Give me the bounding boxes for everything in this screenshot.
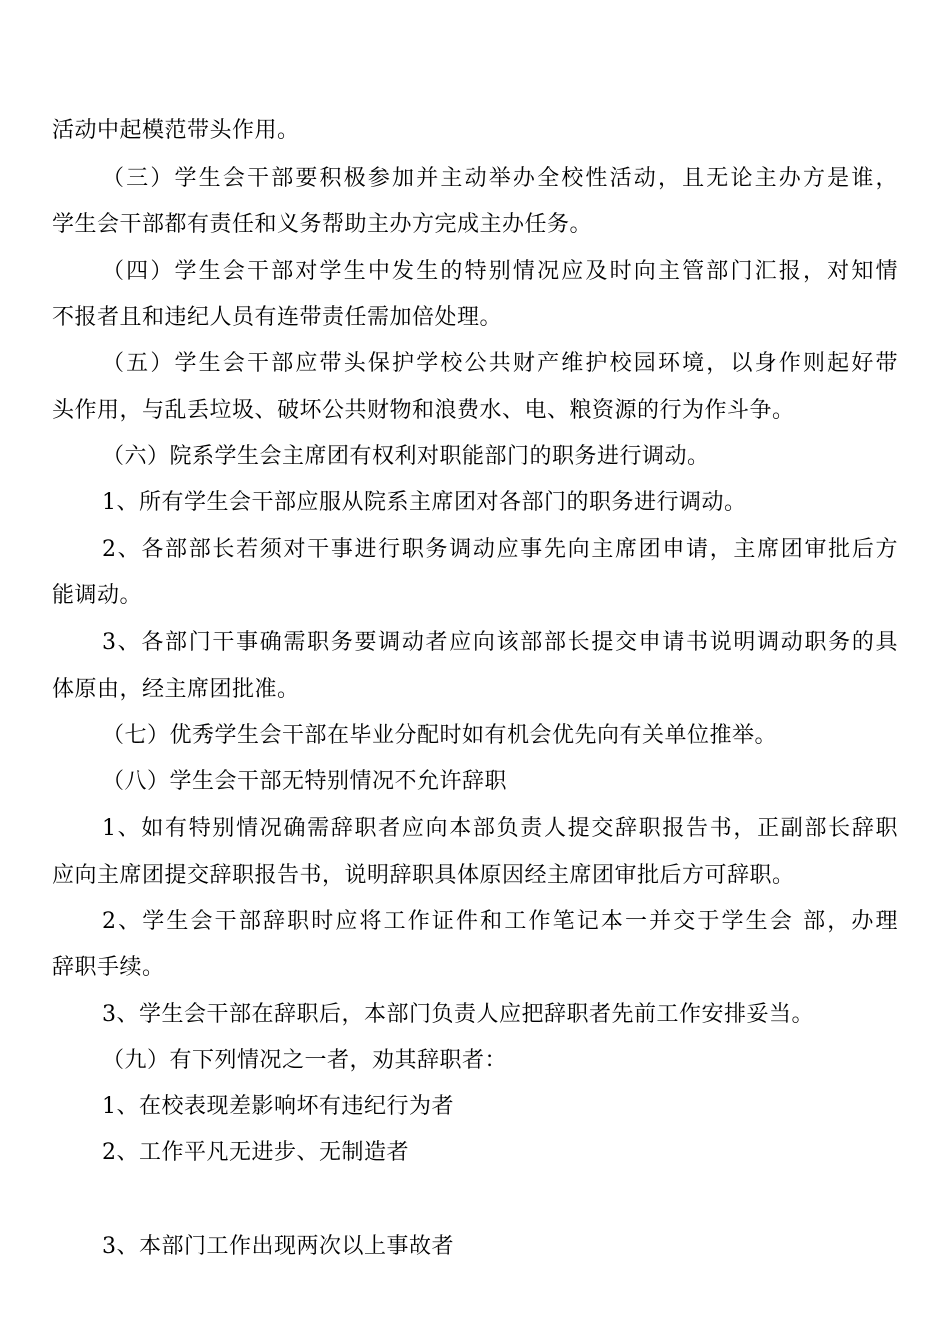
text-line-14: （七）优秀学生会干部在毕业分配时如有机会优先向有关单位推举。 [102, 723, 778, 748]
text-line-3: 学生会干部都有责任和义务帮助主办方完成主办任务。 [52, 212, 593, 237]
text-line-7: 头作用，与乱丢垃圾、破坏公共财物和浪费水、电、粮资源的行为作斗争。 [52, 398, 795, 423]
text-line-18: 2、学生会干部辞职时应将工作证件和工作笔记本一并交于学生会 部，办理 [102, 909, 898, 934]
text-line-2: （三）学生会干部要积极参加并主动举办全校性活动，且无论主办方是谁， [102, 166, 898, 191]
text-line-4: （四）学生会干部对学生中发生的特别情况应及时向主管部门汇报，对知情 [102, 259, 898, 284]
text-line-20: 3、学生会干部在辞职后，本部门负责人应把辞职者先前工作安排妥当。 [102, 1002, 814, 1027]
text-line-24: 3、本部门工作出现两次以上事故者 [102, 1234, 454, 1259]
text-line-13: 体原由，经主席团批准。 [52, 677, 300, 702]
text-line-9: 1、所有学生会干部应服从院系主席团对各部门的职务进行调动。 [102, 490, 747, 515]
text-line-8: （六）院系学生会主席团有权利对职能部门的职务进行调动。 [102, 444, 710, 469]
text-line-21: （九）有下列情况之一者，劝其辞职者： [102, 1048, 508, 1073]
text-line-15: （八）学生会干部无特别情况不允许辞职 [102, 769, 508, 794]
text-line-5: 不报者且和违纪人员有连带责任需加倍处理。 [52, 305, 503, 330]
text-line-10: 2、各部部长若须对干事进行职务调动应事先向主席团申请，主席团审批后方 [102, 537, 898, 562]
text-line-11: 能调动。 [52, 583, 143, 608]
text-line-1: 活动中起模范带头作用。 [52, 118, 300, 143]
text-line-12: 3、各部门干事确需职务要调动者应向该部部长提交申请书说明调动职务的具 [102, 630, 898, 655]
text-line-23: 2、工作平凡无进步、无制造者 [102, 1140, 409, 1165]
text-line-22: 1、在校表现差影响坏有违纪行为者 [102, 1094, 454, 1119]
text-line-19: 辞职手续。 [52, 955, 165, 980]
text-line-17: 应向主席团提交辞职报告书，说明辞职具体原因经主席团审批后方可辞职。 [52, 863, 795, 888]
text-line-16: 1、如有特别情况确需辞职者应向本部负责人提交辞职报告书，正副部长辞职 [102, 816, 898, 841]
text-line-6: （五）学生会干部应带头保护学校公共财产维护校园环境，以身作则起好带 [102, 351, 898, 376]
